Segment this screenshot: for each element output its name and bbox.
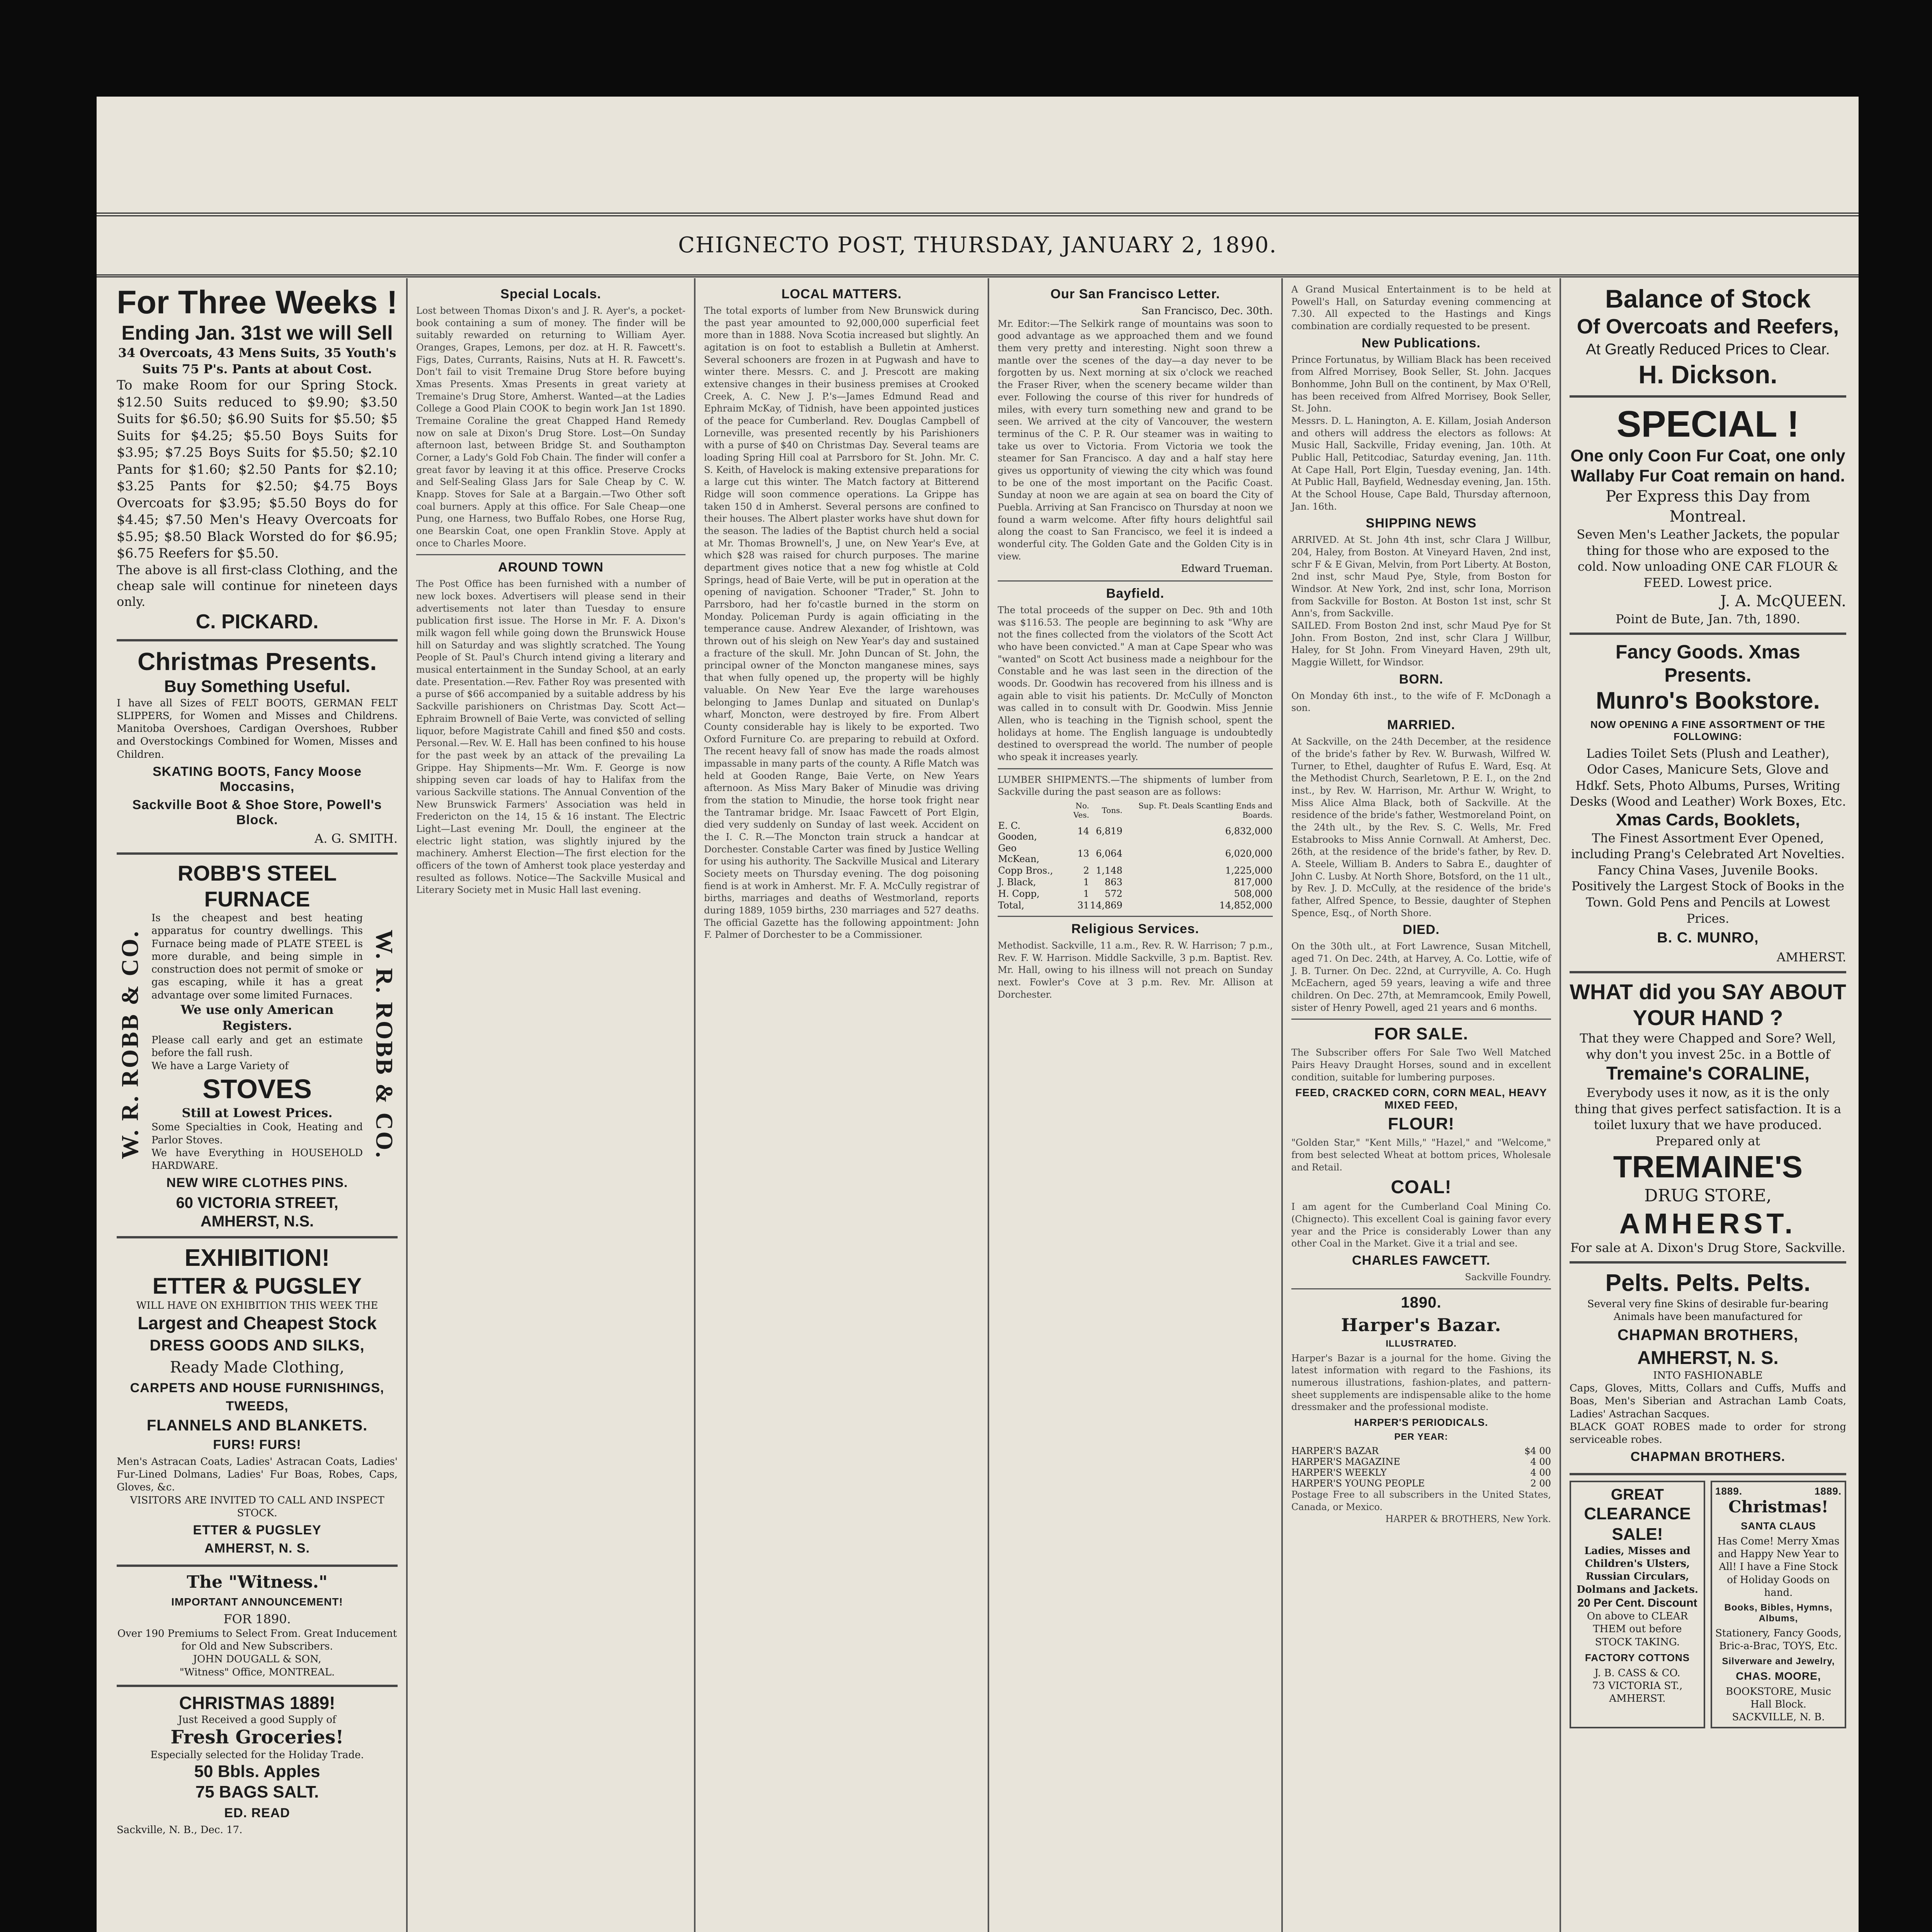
ad-line: Xmas Cards, Booklets, [1616, 810, 1800, 829]
ad-body: Caps, Gloves, Mitts, Collars and Cuffs, Muffs and Boas, Men's Siberian and Astrachan Lamb Coats, Ladies' Astrachan Sacques. [1570, 1383, 1846, 1420]
table-cell: 6,020,000 [1225, 848, 1272, 859]
ad-line: FACTORY COTTONS [1585, 1651, 1690, 1663]
table-cell: 6,832,000 [1225, 826, 1272, 837]
table-cell: 6,819 [1096, 826, 1122, 837]
periodical-name: HARPER'S WEEKLY [1291, 1467, 1387, 1478]
ad-subtitle: IMPORTANT ANNOUNCEMENT! [171, 1596, 343, 1608]
born-text: On Monday 6th inst., to the wife of F. McDonagh a son. [1291, 690, 1554, 714]
ad-signature: B. C. MUNRO, [1657, 930, 1759, 946]
ad-body: One only Coon Fur Coat, one only Wallaby Fur Coat remain on hand. [1570, 446, 1845, 486]
section-heading: LOCAL MATTERS. [781, 287, 902, 301]
ad-product: Tremaine's CORALINE, [1606, 1063, 1810, 1084]
ad-title: WHAT did you SAY ABOUT YOUR HAND ? [1570, 979, 1846, 1030]
ad-signature: ED. READ [224, 1805, 290, 1820]
section-heading: Special Locals. [500, 287, 601, 301]
ad-title: ROBB'S STEEL FURNACE [177, 861, 337, 911]
ad-line: Ready Made Clothing, [170, 1358, 345, 1376]
ad-body: Over 190 Premiums to Select From. Great Inducement for Old and New Subscribers. [117, 1628, 397, 1652]
divider [1291, 1019, 1551, 1020]
table-row [998, 842, 1273, 865]
ad-line: Silverware and Jewelry, [1722, 1656, 1835, 1667]
witness-ad [117, 1572, 398, 1687]
table-cell: 2 [1083, 865, 1089, 876]
section-heading: AROUND TOWN [498, 560, 604, 575]
column-3 [696, 278, 989, 1932]
letter-signature: Edward Trueman. [1181, 563, 1273, 575]
masthead: CHIGNECTO POST, THURSDAY, JANUARY 2, 1890. [97, 213, 1859, 277]
lumber-table [998, 801, 1273, 911]
table-cell: H. Copp, [998, 888, 1040, 900]
table-cell: Total, [998, 900, 1024, 911]
column-1 [108, 278, 408, 1932]
section-heading: SHIPPING NEWS [1366, 516, 1477, 531]
ad-subtitle: Of Overcoats and Reefers, [1577, 315, 1839, 338]
cass-ad [1570, 1481, 1705, 1728]
ad-santa: SANTA CLAUS [1741, 1520, 1816, 1532]
ad-line: Please call early and get an estimate before the fall rush. [151, 1034, 363, 1059]
table-header-cell: Tons. [1102, 806, 1122, 815]
ad-line: Stationery, Fancy Goods, Bric-a-Brac, TOYS, Etc. [1715, 1628, 1842, 1652]
periodicals-heading: HARPER'S PERIODICALS. [1354, 1417, 1488, 1429]
divider [416, 554, 685, 555]
periodicals-list [1291, 1446, 1551, 1489]
coal-heading: COAL! [1391, 1177, 1452, 1198]
column-5 [1283, 278, 1561, 1932]
bayfield-text: The total proceeds of the supper on Dec. 9th and 10th was $116.53. The people are beginning to ask "Why are not the fines collected from the violators of the Scott Act who have been convicted." A man at Cape Spear who was "wanted" on Scott Act business made a neighbour for the Constable and he was last seen in the direction of the woods. Dr. Goodwin has recovered from his illness and is again able to visit his patients. Dr. McCully of Moncton was called in to consult with Dr. Goodwin. Miss Jennie Allen, who is teaching in the Tignish school, spent the holidays at home. The English language is undoubtedly destined to overspread the world. The number of people who speak it increases yearly. [998, 605, 1276, 763]
list-item [1291, 1446, 1551, 1456]
table-cell: 863 [1105, 877, 1122, 888]
ad-line: INTO FASHIONABLE [1653, 1369, 1763, 1381]
ad-title: The "Witness." [187, 1572, 328, 1592]
periodical-name: HARPER'S MAGAZINE [1291, 1456, 1400, 1468]
ad-line: FURS! FURS! [213, 1437, 301, 1452]
ad-title: SPECIAL ! [1616, 403, 1799, 445]
ad-title: Christmas! [1728, 1497, 1828, 1517]
periodical-price: 2 00 [1530, 1478, 1551, 1489]
robb-ad [117, 860, 398, 1239]
ad-body: The Finest Assortment Ever Opened, including Prang's Celebrated Art Novelties. Fancy China Vases, Juvenile Books. Positively the Largest Stock of Books in the Town. Gold Pens and Pencils at Lowest Prices. [1571, 830, 1845, 926]
chapman-ad [1570, 1269, 1846, 1475]
ad-line: DRESS GOODS AND SILKS, [150, 1337, 365, 1354]
special-locals-text: Lost between Thomas Dixon's and J. R. Ayer's, a pocket-book containing a sum of money. The finder will be suitably rewarded on returning to William Ayer. Oranges, Grapes, Lemons, per doz. at H. R. Fawcett's. Figs, Dates, Currants, Raisins, Nuts at H. R. Fawcett's. Don't fail to visit Tremaine Drug Store before buying Xmas Presents. Xmas Presents in great variety at Tremaine's Drug Store, Amherst. Wanted—at the Ladies College a Good Plain COOK to begin work Jan 1st 1890. Tremaine Coraline the great Chapped Hand Remedy now on sale at Dixon's Drug Store. Lost—On Sunday afternoon last, between Bridge St. and Southampton Corner, a Lady's Gold Fob Chain. The finder will confer a great favor by leaving it at this office. Preserve Crocks and Self-Sealing Glass Jars for Sale Cheap by C. W. Knapp. Stoves for Sale at a Bargain.—Two Other soft coal burners. Apply at this office. For Sale Cheap—one Pung, one Harness, two Buffalo Robes, one Horse Rug, one Bearskin Coat, one open Franklin Stove. Apply at once to Charles Moore. [416, 305, 689, 549]
divider [998, 580, 1273, 582]
ad-line: For sale at A. Dixon's Drug Store, Sackville. [1570, 1240, 1845, 1255]
dateline: San Francisco, Dec. 30th. [1141, 305, 1273, 317]
ad-town: AMHERST, N. S. [1637, 1348, 1779, 1369]
ad-signature: ETTER & PUGSLEY [193, 1523, 321, 1538]
lumber-shipments-heading: LUMBER SHIPMENTS.—The shipments of lumber from Sackville during the past season are as follows: [998, 774, 1276, 798]
ad-place: BOOKSTORE, Music Hall Block. [1726, 1685, 1831, 1710]
table-cell: E. C. Gooden, [998, 820, 1037, 842]
read-groceries-ad [117, 1692, 398, 1842]
ad-body: Men's Astracan Coats, Ladies' Astracan Coats, Ladies' Fur-Lined Dolmans, Ladies' Fur Boas, Robes, Caps, Gloves, &c. [117, 1456, 398, 1493]
table-cell: 31 [1077, 900, 1089, 911]
ad-store: Sackville Boot & Shoe Store, Powell's Block. [132, 798, 382, 828]
ad-discount: 20 Per Cent. Discount [1577, 1597, 1697, 1610]
ad-line: SKATING BOOTS, Fancy Moose Moccasins, [152, 764, 362, 794]
table-row [998, 820, 1273, 842]
feed-line: FEED, CRACKED CORN, CORN MEAL, HEAVY MIXED FEED, [1295, 1087, 1547, 1111]
periodicals-footer: Postage Free to all subscribers in the United States, Canada, or Mexico. [1291, 1489, 1554, 1512]
ad-address: 60 VICTORIA STREET, AMHERST, N.S. [176, 1194, 338, 1230]
ad-big: Largest and Cheapest Stock [138, 1313, 377, 1333]
ad-year: 1889. [1814, 1485, 1842, 1497]
ad-place: Sackville, N. B., Dec. 17. [117, 1824, 243, 1836]
ad-big: Fresh Groceries! [170, 1726, 344, 1748]
ad-title: Fancy Goods. Xmas Presents. [1616, 641, 1800, 686]
table-row [998, 876, 1273, 888]
divider [1291, 1288, 1551, 1289]
ad-line: CARPETS AND HOUSE FURNISHINGS, [130, 1380, 384, 1395]
mcqueen-ad [1570, 403, 1846, 635]
section-heading: New Publications. [1362, 335, 1481, 350]
pickard-ad [117, 284, 398, 641]
ad-place: 73 VICTORIA ST., AMHERST. [1592, 1680, 1683, 1705]
table-cell: J. Black, [998, 877, 1036, 888]
ad-line: 50 Bbls. Apples [194, 1762, 320, 1781]
periodical-name: HARPER'S BAZAR [1291, 1446, 1379, 1457]
section-heading: FOR SALE. [1374, 1024, 1468, 1044]
harpers-title: Harper's Bazar. [1341, 1314, 1502, 1335]
section-heading: MARRIED. [1387, 718, 1456, 733]
table-header-cell: Sup. Ft. Deals Scantling Ends and Boards. [1138, 801, 1272, 820]
periodical-price: $4 00 [1524, 1446, 1551, 1457]
ad-body: Has Come! Merry Xmas and Happy New Year to All! I have a Fine Stock of Holiday Goods on hand. [1717, 1535, 1840, 1599]
ad-line: Per Express this Day from Montreal. [1605, 488, 1810, 526]
column-6 [1561, 278, 1855, 1932]
notice-text: A Grand Musical Entertainment is to be held at Powell's Hall, on Saturday evening commencing at 7.30. All expected to the Hastings and Kings combination are cordially requested to be present. [1291, 284, 1554, 332]
ad-line: FLANNELS AND BLANKETS. [146, 1417, 368, 1434]
ad-line: We have Everything in HOUSEHOLD HARDWARE. [151, 1147, 363, 1172]
table-cell: 508,000 [1234, 888, 1272, 900]
ad-year: 1889. [1715, 1485, 1743, 1497]
around-town-text: The Post Office has been furnished with a number of new lock boxes. Advertisers will please send in their advertisements not later than Tuesday to ensure publication first issue. The Horse in Mr. F. A. Dixon's milk wagon fell while going down the Brunswick House hill on Saturday and was slightly scratched. The Young People of St. Paul's Church intend giving a literary and musical entertainment in the Sunday School, at an early date. Presentation.—Rev. Father Roy was presented with a purse of $66 accompanied by a suitable address by his Sackville parishioners on Christmas Day. Scott Act—Ephraim Brownell of Baie Verte, was convicted of selling liquor, before Magistrate Cahill and fined $50 and costs. Personal.—Rev. W. E. Hall has been confined to his house for the past week by an attack of the prevailing La Grippe. Hay Shipments—Mr. Wm. F. George is now shipping seven car loads of hay to Halifax from the various Sackville stations. The Annual Convention of the New Brunswick Farmers' Association was held in Fredericton on the 14, 15 & 16 instant. The Electric Light—Last evening Mr. Doull, the engineer at the electric light station, was slightly injured by the machinery. Amherst Election—The first election for the officers of the town of Amherst took place yesterday and resulted as follows. Notice—The Sackville Musical and Literary Society met in Music Hall last evening. [416, 578, 689, 896]
ad-title: For Three Weeks ! [117, 284, 398, 320]
table-cell: 14,852,000 [1219, 900, 1272, 911]
munro-ad [1570, 640, 1846, 973]
section-heading: DIED. [1403, 922, 1440, 937]
table-cell: 14 [1077, 826, 1089, 837]
ad-line: NEW WIRE CLOTHES PINS. [166, 1175, 348, 1190]
sale-text: The Subscriber offers For Sale Two Well Matched Pairs Heavy Draught Horses, sound and in excellent condition, suitable for lumbering purposes. [1291, 1047, 1554, 1083]
section-heading: BORN. [1399, 672, 1444, 687]
ad-store: Munro's Bookstore. [1596, 687, 1820, 714]
ad-signature: CHAS. MOORE, [1736, 1670, 1821, 1682]
table-cell: 1 [1083, 877, 1089, 888]
ad-subtitle: Just Received a good Supply of [178, 1714, 336, 1726]
ad-line: At Greatly Reduced Prices to Clear. [1586, 340, 1830, 358]
section-heading: Religious Services. [1071, 922, 1199, 937]
ad-footer: The above is all first-class Clothing, and the cheap sale will continue for nineteen days only. [117, 562, 398, 609]
ad-line: VISITORS ARE INVITED TO CALL AND INSPECT STOCK. [130, 1494, 384, 1519]
moore-ad [1711, 1481, 1846, 1728]
ad-place: Point de Bute, Jan. 7th, 1890. [1616, 611, 1800, 626]
section-heading: Bayfield. [1106, 586, 1165, 601]
ad-subtitle: Buy Something Useful. [164, 677, 350, 696]
letter-text: Mr. Editor:—The Selkirk range of mountains was soon to good advantage as we approached them and we found them very pretty and interesting. Night soon threw a mantle over the scenes of the day—a day never to be forgotten by us. Next morning at six o'clock we reached the Fraser River, when the scenery became wilder than ever. Following the course of this river for hundreds of miles, with every turn something new and grand to be seen. We arrived at the city of Vancouver, the western terminus of the C. P. R. Our steamer was in waiting to take us over to Victoria. From Victoria we took the steamer for San Francisco. A day and a half stay here gives us opportunity of viewing the city which was found to be one of the most important on the Pacific Coast. Sunday at noon we are again at sea on board the City of Puebla. Arriving at San Francisco on Thursday at noon we found a warm welcome. After fifty hours delightful sail along the coast to San Francisco, we feel it is indeed a wonderful city. The Golden Gate and the Golden City is in view. [998, 318, 1276, 562]
ad-body: Ladies, Misses and Children's Ulsters, Russian Circulars, Dolmans and Jackets. [1577, 1545, 1698, 1595]
ad-place: AMHERST, N. S. [204, 1541, 310, 1556]
periodicals-subheading: PER YEAR: [1394, 1432, 1448, 1442]
column-2 [408, 278, 696, 1932]
ad-name: ETTER & PUGSLEY [152, 1273, 362, 1299]
table-row [998, 888, 1273, 900]
ad-body: Several very fine Skins of desirable fur-bearing Animals have been manufactured for [1587, 1298, 1829, 1323]
ad-title: GREAT [1611, 1486, 1664, 1503]
table-cell: 13 [1077, 848, 1089, 859]
ad-line: Some Specialties in Cook, Heating and Parlor Stoves. [151, 1121, 363, 1146]
coal-text: I am agent for the Cumberland Coal Mining Co. (Chignecto). This excellent Coal is gaining favor every year and the Price is considerably Lower than any other Coal in the Market. Give it a trial and see. [1291, 1201, 1554, 1249]
ad-year: FOR 1890. [223, 1612, 291, 1627]
ad-signature: JOHN DOUGALL & SON, [193, 1653, 321, 1665]
table-header-cell: No. Ves. [1073, 801, 1089, 820]
divider [998, 768, 1273, 769]
ad-side-text-left: W. R. ROBB & CO. [117, 929, 143, 1159]
coal-signature: CHARLES FAWCETT. [1352, 1253, 1490, 1268]
periodical-price: 4 00 [1530, 1456, 1551, 1468]
table-cell: 1 [1083, 888, 1089, 900]
ad-line: 34 Overcoats, 43 Mens Suits, 35 Youth's Suits 75 P's. Pants at about Cost. [118, 345, 396, 376]
ad-signature: J. A. McQUEEN. [1720, 592, 1846, 610]
ad-big: CLEARANCE [1584, 1504, 1691, 1524]
ad-question: That they were Chapped and Sore? Well, why don't you invest 25c. in a Bottle of [1580, 1031, 1836, 1062]
smith-ad [117, 647, 398, 855]
bottom-ads [1570, 1481, 1846, 1728]
tremaine-ad [1570, 979, 1846, 1264]
ad-body: BLACK GOAT ROBES made to order for strong serviceable robes. [1570, 1421, 1846, 1446]
divider [998, 916, 1273, 917]
coal-place: Sackville Foundry. [1465, 1271, 1551, 1282]
ad-title: CHRISTMAS 1889! [179, 1692, 335, 1713]
harpers-year: 1890. [1401, 1294, 1442, 1311]
married-text: At Sackville, on the 24th December, at the residence of the bride's father by Rev. W. Burwash, Wilfred W. Turner, to Ethel, daughter of Rufus E. Ward, Esq. At the Methodist Church, Searletown, P. E. I., on the 2nd inst., by Rev. W. Harrison, Mr. Arthur W. Wright, to Miss Alice Alma Black, both of Sackville. At the residence of the bride's father, Westmoreland Point, on the 24th ult., by the Rev. S. C. Wells, Mr. Fred Estabrooks to Miss Annie Cornwall. At Amherst, Dec. 26th, at the residence of the bride's father, by Rev. D. A. Steele, William B. Anders to Sabra E., daughter of John C. Lusby. At North Shore, Botsford, on the 11 ult., by Rev. J. D. McCully, at the residence of the bride's father, Alfred Spence, to Bessie, daughter of Stephen Spence, Esq., of North Shore. [1291, 736, 1554, 918]
table-cell: Copp Bros., [998, 865, 1053, 876]
ad-signature: J. B. CASS & CO. [1594, 1667, 1680, 1679]
section-heading: Our San Francisco Letter. [1050, 287, 1220, 301]
table-cell: 572 [1105, 888, 1122, 900]
periodicals-signature: HARPER & BROTHERS, New York. [1385, 1514, 1551, 1525]
periodical-price: 4 00 [1530, 1467, 1551, 1478]
ad-store-line: DRUG STORE, [1644, 1186, 1772, 1206]
ad-signature: A. G. SMITH. [315, 831, 398, 846]
table-cell: 817,000 [1234, 877, 1272, 888]
local-matters-text: The total exports of lumber from New Brunswick during the past year amounted to 92,000,000 superficial feet more than in 1888. Nova Scotia increased but slightly. An agitation is on foot to establish a Bulletin at Amherst. Several schooners are frozen in at Pugwash and have to winter there. Messrs. C. and J. Prescott are making extensive changes in their business premises at Crooked Creek, A. C. New J. P.'s—James Edmund Read and Ephraim McKay, of Tidnish, have been appointed justices of the peace for Cumberland. Rev. Douglas Campbell of Lorneville, was presented recently by his Parishioners with a purse of $40 on Christmas Day. Several teams are loading Spring Hill coal at Parrsboro for St. John. Mr. C. S. Keith, of Havelock is making extensive preparations for a large cut this winter. The Match factory at Bitterend Ridge will soon commence operations. La Grippe has taken 150 d in Amherst. Several persons are confined to their houses. The Albert plaster works have shut down for the season. The ladies of the Baptist church held a social at Mr. Thomas Brownell's, J une, on New Year's Eve, at which $28 was raised for church purposes. The marine department gives notice that a new fog whistle at Cold Springs, head of Baie Verte, will be put in operation at the opening of navigation. Schooner "Trader," St. John to Parrsboro, had her fo'castle burned in the storm on Monday. Policeman Purdy is again officiating in the temperance cause. Andrew Alexander, of Irishtown, was thrown out of his sleigh on New Year's day and sustained a fracture of the skull. Mr. John Duncan of St. John, the principal owner of the Moncton manganese mines, says that when fully opened up, the property will be highly valuable. On New Year Eve the large warehouses belonging to James Dunlap and situated on Dunlap's wharf, Moncton, were destroyed by fire. From Albert County considerable hay is likely to be exported. Two Oxford Furniture Co. are preparing to rebuild at Oxford. The recent heavy fall of snow has made the roads almost impassable in many parts of the county. A Rifle Match was held at Gooden Range, Baie Verte, on New Years afternoon. As Miss Mary Baker of Minudie was driving from the station to Minudie, the horse took fright near the Tantramar bridge. Mr. Isaac Fawcett of Port Elgin, died very suddenly on Sunday of last week. Accident on the I. C. R.—The Moncton train struck a handcar at Dorchester. Constable Carter was fined by Justice Welling for using his authority. The Sackville Musical and Literary Society meets on Thursday evening. The dog poisoning fiend is at work in Amherst. Mr. F. A. McCully registrar of births, marriages and deaths of Westmorland, reports during 1889, 1059 births, 230 marriages and 527 deaths. The official Gazette has the following appointment: John F. Palmer of Dorchester to be a Commissioner. [704, 305, 982, 940]
table-row [998, 900, 1273, 911]
harpers-subtitle: ILLUSTRATED. [1386, 1338, 1457, 1349]
table-header-cell [998, 801, 1059, 820]
ad-body: To make Room for our Spring Stock. $12.50 Suits reduced to $9.90; $3.50 Suits for $6.50; $6.90 Suits for $5.50; $5 Suits for $4.25; $5.50 Boys Suits for $3.95; $7.25 Boys Suits for $5.50; $2.10 Pants for $1.60; $2.50 Pants for $2.10; $3.25 Pants for $2.50; $4.75 Boys Overcoats for $3.95; $5.50 Boys do for $4.45; $7.50 Men's Heavy Overcoats for $5.95; $8.50 Black Worsted do for $6.95; $6.75 Reefers for $5.50. [117, 378, 398, 561]
sailed-text: SAILED. From Boston 2nd inst, schr Maud Pye for St John. From Boston, 2nd inst, schr Clara J Willbur, Haley, for St John. From Vineyard Haven, 29th ult, Maggie Willett, for Windsor. [1291, 620, 1554, 668]
ad-line: We have a Large Variety of [151, 1060, 289, 1072]
ad-years [1715, 1485, 1842, 1497]
ad-town: AMHERST. [1619, 1207, 1797, 1240]
ad-line: Still at Lowest Prices. [182, 1105, 333, 1120]
etter-pugsley-ad [117, 1244, 398, 1567]
ad-big: STOVES [202, 1073, 312, 1104]
religious-services-text: Methodist. Sackville, 11 a.m., Rev. R. W. Harrison; 7 p.m., Rev. F. W. Harrison. Middle Sackville, 3 p.m. Baptist. Rev. Mr. Hall, owing to his illness will not preach on Sunday next. Fowler's Cove at 3 p.m. Rev. Mr. Allison at Dorchester. [998, 940, 1276, 1000]
ad-line: WILL HAVE ON EXHIBITION THIS WEEK THE [136, 1300, 378, 1312]
ad-store: TREMAINE'S [1613, 1150, 1803, 1184]
table-cell: 14,869 [1090, 900, 1122, 911]
harpers-text: Harper's Bazar is a journal for the home. Giving the latest information with regard to the Fashions, its numerous illustrations, fashion-plates, and pattern-sheet supplements are indispensable alike to the home dressmaker and the professional modiste. [1291, 1352, 1554, 1413]
ad-sale: SALE! [1612, 1525, 1663, 1544]
meetings-text: Messrs. D. L. Hanington, A. E. Killam, Josiah Anderson and others will address the electors as follows: At Music Hall, Sackville, Friday evening, Jan. 10th. At Public Hall, Petitcodiac, Saturday evening, Jan. 11th. At Cape Hall, Port Elgin, Tuesday evening, Jan. 14th. At Public Hall, Bayfield, Wednesday evening, Jan. 15th. At the School House, Cape Bald, Thursday afternoon, Jan. 16th. [1291, 415, 1554, 512]
list-item [1291, 1456, 1551, 1467]
publications-text: Prince Fortunatus, by William Black has been received from Alfred Morrisey, Book Seller, St. John. Jacques Bonhomme, John Bull on the continent, by Max O'Rell, has been received from Alfred Morrisey, Book Seller, St. John. [1291, 354, 1554, 414]
ad-body: Ladies Toilet Sets (Plush and Leather), Odor Cases, Manicure Sets, Glove and Hdkf. Sets, Photo Albums, Purses, Writing Desks (Wood and Leather) Work Boxes, Etc. [1570, 746, 1846, 809]
ad-subtitle: Ending Jan. 31st we will Sell [121, 321, 393, 344]
arrived-text: ARRIVED. At St. John 4th inst, schr Clara J Willbur, 204, Haley, from Boston. At Vineyard Haven, 2nd inst, schr F & E Givan, Melvin, from Port Liberty. At Boston, 2nd inst, schr Maud Pye, Style, from Boston for Windsor. At New York, 2nd inst, schr Iona, Morrison from Sackville for Boston. At Boston 1st inst, schr St Ann's, from Sackville. [1291, 534, 1554, 619]
list-item [1291, 1478, 1551, 1489]
flour-heading: FLOUR! [1388, 1114, 1455, 1134]
ad-signature: CHAPMAN BROTHERS. [1630, 1449, 1786, 1464]
ad-title: Pelts. Pelts. Pelts. [1605, 1270, 1811, 1297]
ad-line: Especially selected for the Holiday Trade. [150, 1749, 364, 1761]
ad-body: Is the cheapest and best heating apparatus for country dwellings. This Furnace being made of PLATE STEEL is more durable, and being simple in construction does not permit of smoke or gas escaping, while it has a great advantage over some limited Furnaces. [151, 912, 363, 1001]
flour-text: "Golden Star," "Kent Mills," "Hazel," and "Welcome," from best selected Wheat at bottom prices, Wholesale and Retail. [1291, 1137, 1554, 1173]
ad-place: AMHERST. [1777, 950, 1846, 965]
table-cell: 1,225,000 [1225, 865, 1272, 876]
periodical-name: HARPER'S YOUNG PEOPLE [1291, 1478, 1425, 1489]
ad-name: CHAPMAN BROTHERS, [1617, 1327, 1799, 1344]
ad-title: EXHIBITION! [184, 1245, 330, 1272]
ad-side-text-right: W. R. ROBB & CO. [371, 929, 397, 1159]
ad-line: On above to CLEAR THEM out before STOCK TAKING. [1587, 1611, 1688, 1648]
table-cell: 6,064 [1096, 848, 1122, 859]
ad-line: 75 BAGS SALT. [195, 1782, 319, 1801]
ad-title: Christmas Presents. [138, 648, 377, 676]
ad-line: Books, Bibles, Hymns, Albums, [1724, 1602, 1833, 1624]
list-item [1291, 1467, 1551, 1478]
died-text: On the 30th ult., at Fort Lawrence, Susan Mitchell, aged 71. On Dec. 24th, at Harvey, A. Co. Lottie, wife of J. B. Turner. On Dec. 22nd, at Curryville, A. Co. Hugh McEachern, aged 59 years, leaving a wife and three children. On Dec. 27th, at Memramcook, Emily Powell, sister of Henry Powell, aged 21 years and 6 months. [1291, 941, 1554, 1013]
ad-body: Everybody uses it now, as it is the only thing that gives perfect satisfaction. It is a toilet luxury that we have produced. Prepared only at [1574, 1085, 1842, 1148]
ad-body: Seven Men's Leather Jackets, the popular thing for those who are exposed to the cold. Now unloading ONE CAR FLOUR & FEED. Lowest price. [1577, 527, 1839, 590]
table-row [998, 865, 1273, 876]
newspaper-page [97, 97, 1859, 1932]
ad-line: TWEEDS, [226, 1398, 289, 1413]
ad-signature: C. PICKARD. [196, 610, 319, 633]
ad-body: I have all Sizes of FELT BOOTS, GERMAN FELT SLIPPERS, for Women and Misses and Childrens. Manitoba Overshoes, Cardigan Overshoes, Rubber and Overstockings Combined for Women, Misses and Children. [117, 697, 398, 760]
ad-line: We use only American Registers. [180, 1002, 334, 1033]
dickson-ad [1570, 284, 1846, 398]
ad-signature: H. Dickson. [1638, 360, 1777, 389]
ad-place: "Witness" Office, MONTREAL. [179, 1666, 335, 1678]
ad-town: SACKVILLE, N. B. [1732, 1711, 1825, 1723]
table-cell: 1,148 [1096, 865, 1122, 876]
column-4 [989, 278, 1283, 1932]
table-cell: Geo McKean, [998, 843, 1039, 865]
ad-line: NOW OPENING A FINE ASSORTMENT OF THE FOLLOWING: [1590, 718, 1825, 742]
ad-title: Balance of Stock [1605, 284, 1811, 313]
